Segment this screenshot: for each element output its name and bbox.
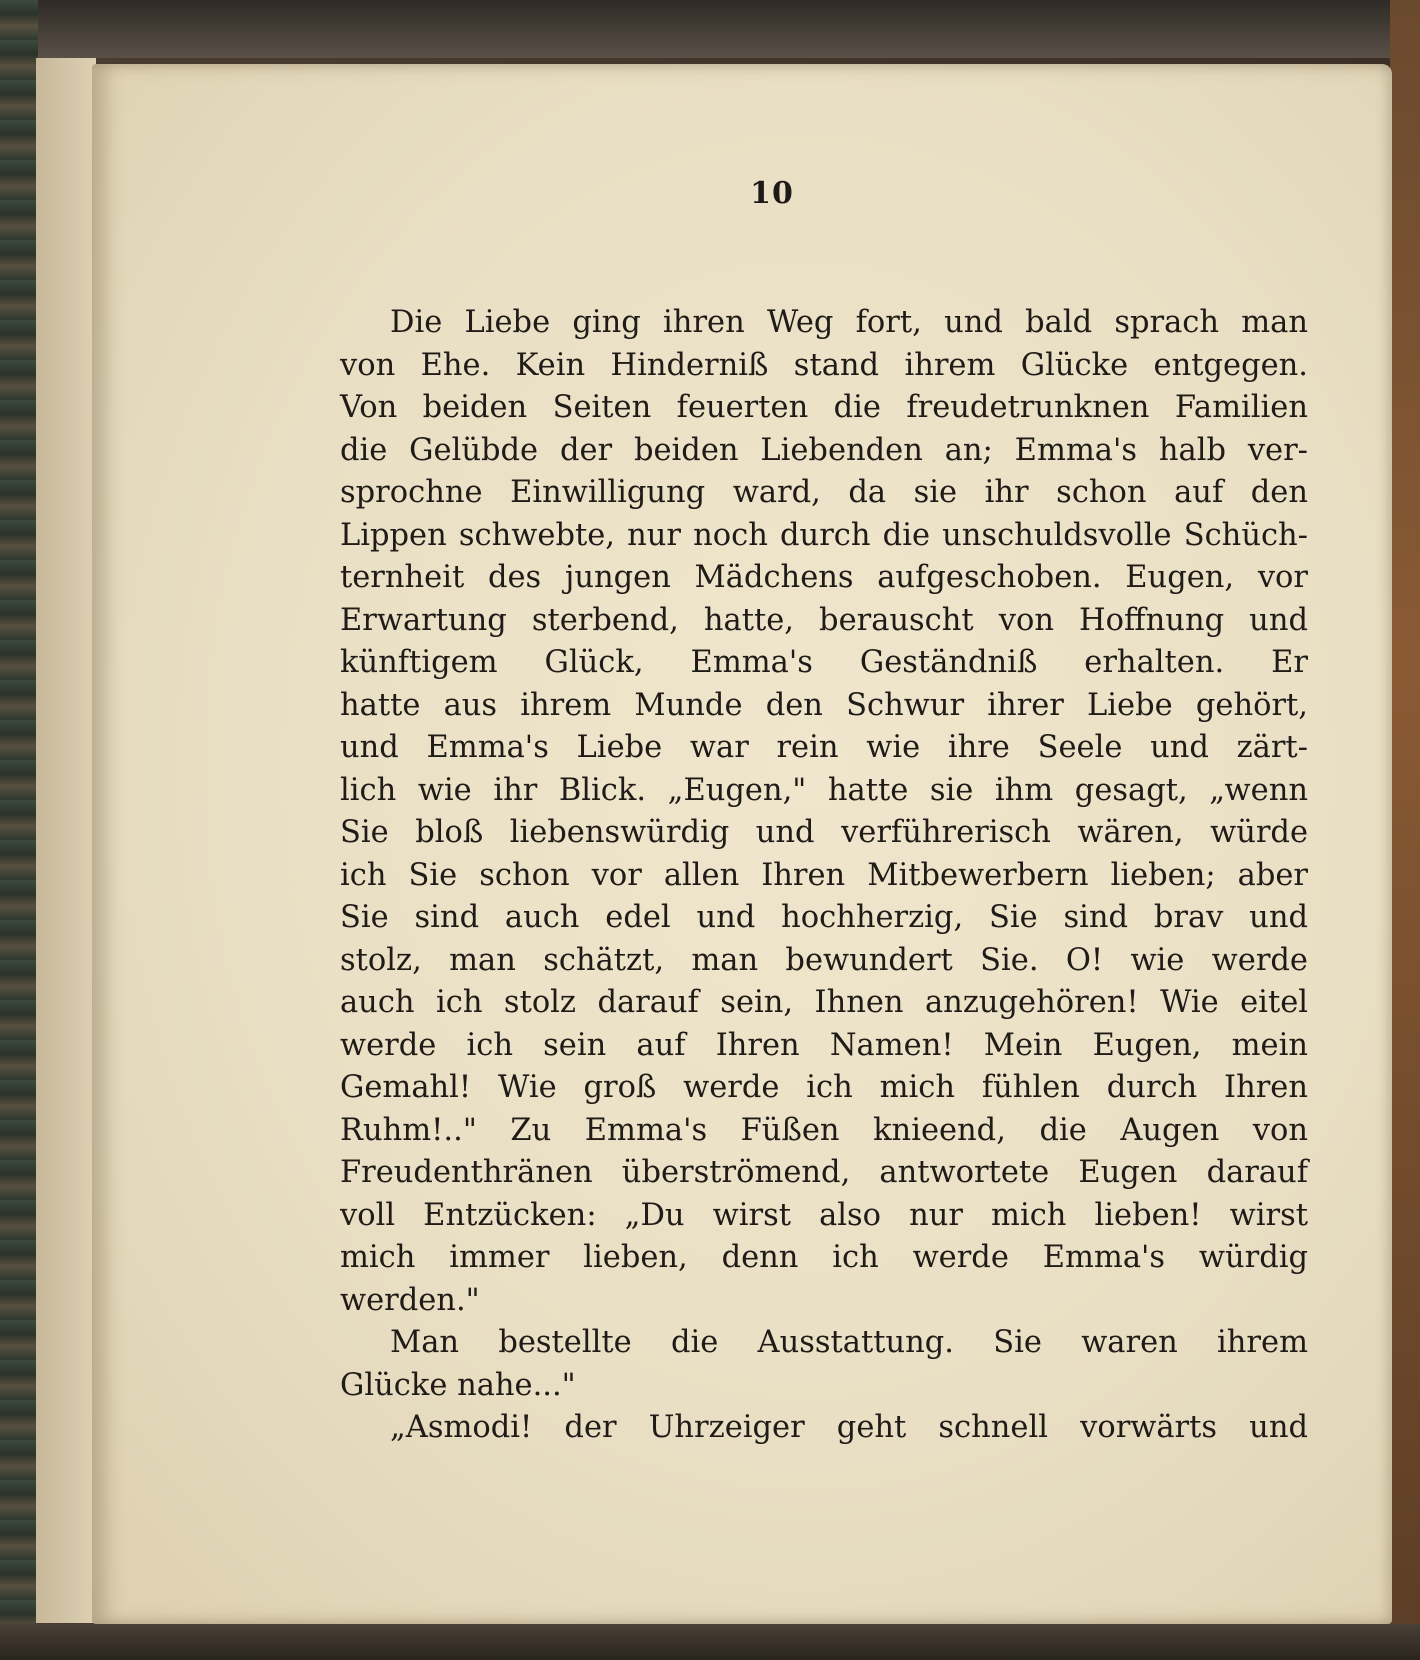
book-spine [0,0,38,1660]
text-line: Ruhm!.." Zu Emma's Füßen knieend, die Augen von [340,1112,1308,1148]
book-page [92,64,1392,1624]
text-line: von Ehe. Kein Hinderniß stand ihrem Glücke entgegen. [340,347,1308,383]
cover-board [1390,0,1420,1660]
text-line: und Emma's Liebe war rein wie ihre Seele und zärt- [340,730,1308,765]
text-line: Lippen schwebte, nur noch durch die unschuldsvolle Schüch- [340,517,1308,553]
text-line: „Asmodi! der Uhrzeiger geht schnell vorwärts und [390,1410,1308,1445]
text-line: Man bestellte die Ausstattung. Sie waren ihrem [390,1325,1308,1360]
text-line: auch ich stolz darauf sein, Ihnen anzugehören! Wie eitel [340,985,1308,1020]
text-line: Erwartung sterbend, hatte, berauscht von Hoffnung und [340,602,1308,638]
binding-bottom-edge [0,1624,1420,1660]
text-line: ich Sie schon vor allen Ihren Mitbewerbern lieben; aber [340,857,1308,893]
text-line: Von beiden Seiten feuerten die freudetrunknen Familien [340,390,1308,425]
text-line: Sie sind auch edel und hochherzig, Sie sind brav und [340,900,1308,935]
text-line: sprochne Einwilligung ward, da sie ihr schon auf den [340,475,1308,510]
text-line: stolz, man schätzt, man bewundert Sie. O! wie werde [340,942,1308,978]
text-line: künftigem Glück, Emma's Geständniß erhalten. Er [340,645,1308,680]
text-line: Gemahl! Wie groß werde ich mich fühlen durch Ihren [340,1070,1308,1105]
text-line: Freudenthränen überströmend, antwortete Eugen darauf [340,1155,1308,1190]
binding-top-edge [0,0,1420,58]
text-line: lich wie ihr Blick. „Eugen," hatte sie ihm gesagt, „wenn [340,772,1308,808]
text-line: Glücke nahe..." [340,1367,576,1403]
page-number: 10 [750,176,794,211]
page-text [340,302,1308,1450]
text-line: mich immer lieben, denn ich werde Emma's würdig [340,1240,1308,1275]
text-line: die Gelübde der beiden Liebenden an; Emma's halb ver- [340,432,1308,468]
text-line: ternheit des jungen Mädchens aufgeschoben. Eugen, vor [340,560,1308,595]
text-line: voll Entzücken: „Du wirst also nur mich lieben! wirst [340,1197,1308,1233]
text-line: Die Liebe ging ihren Weg fort, und bald sprach man [390,305,1308,340]
text-line: Sie bloß liebenswürdig und verführerisch wären, würde [340,815,1308,850]
text-line: werde ich sein auf Ihren Namen! Mein Eugen, mein [340,1027,1308,1063]
page-stack-edge [36,58,96,1623]
text-line: hatte aus ihrem Munde den Schwur ihrer Liebe gehört, [340,687,1308,723]
text-line: werden." [340,1282,480,1318]
